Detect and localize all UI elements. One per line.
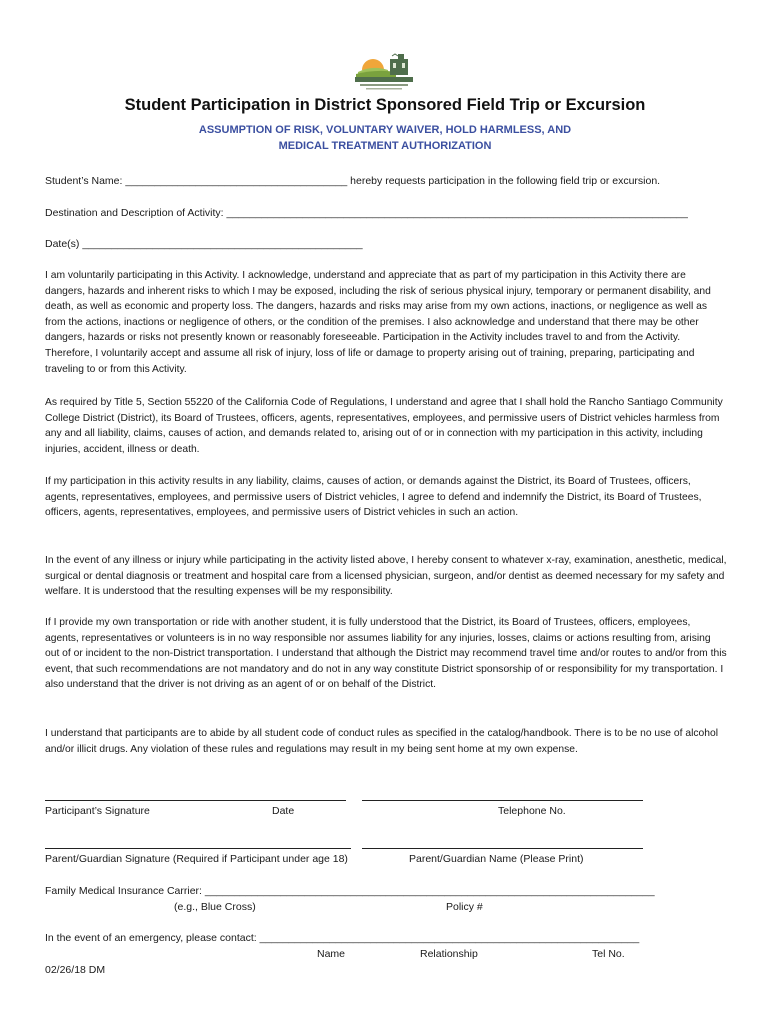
parent-signature-line[interactable] [45,848,351,849]
insurance-carrier-field[interactable]: Family Medical Insurance Carrier: _____________________________________________________________________________ [45,885,655,897]
participant-signature-label: Participant’s Signature [45,805,150,817]
district-logo [352,50,418,92]
emergency-relationship-label: Relationship [420,948,478,960]
district-logo-icon [352,50,418,92]
policy-label: Policy # [446,901,483,913]
emergency-name-label: Name [317,948,346,960]
subtitle-line-2: MEDICAL TREATMENT AUTHORIZATION [278,140,492,152]
telephone-label: Telephone No. [498,805,566,817]
paragraph-hold-harmless: As required by Title 5, Section 55220 of the California Code of Regulations, I understand and agree that I shall hold the Rancho Santiago Community College District (District), its Board of Trustees, officers, agents, representatives, employees, and permissive users of District vehicles harmless from any and all liability, claims, causes of action, and demands related to, arising out of or in connection with my participation in this activity, including injuries, accident, illness or death. [45,397,723,455]
parent-name-label: Parent/Guardian Name (Please Print) [409,853,584,865]
date-label: Date [272,805,295,817]
emergency-contact-field[interactable]: In the event of an emergency, please contact: _________________________________________________________________ [45,932,640,944]
telephone-line[interactable] [362,800,643,801]
form-revision-code: 02/26/18 DM [45,964,106,976]
insurance-example-label: (e.g., Blue Cross) [174,901,256,913]
student-name-field[interactable]: Student’s Name: ______________________________________ hereby requests participation in the following field trip or excursion. [45,175,661,187]
participant-signature-line[interactable] [45,800,346,801]
emergency-tel-label: Tel No. [592,948,625,960]
paragraph-conduct: I understand that participants are to abide by all student code of conduct rules as specified in the catalog/handbook. There is to be no use of alcohol and/or illicit drugs. Any violation of these rules and regulations may result in my being sent home at my own expense. [45,728,718,755]
parent-name-line[interactable] [362,848,643,849]
paragraph-medical-consent: In the event of any illness or injury while participating in the activity listed above, I hereby consent to whatever x-ray, examination, anesthetic, medical, surgical or dental diagnosis or treatment and hospital care from a licensed physician, surgeon, and/or dentist as deemed necessary for my safety and welfare. It is understood that the resulting expenses will be my responsibility. [45,555,727,598]
subtitle-line-1: ASSUMPTION OF RISK, VOLUNTARY WAIVER, HOLD HARMLESS, AND [198,124,572,136]
paragraph-assumption-of-risk: I am voluntarily participating in this Activity. I acknowledge, understand and appreciate that as part of my participation in this Activity there are dangers, hazards and inherent risks to which I may be exposed, including the risk of serious physical injury, temporary or permanent disability, and death, as well as economic and property loss. The dangers, hazards and risks may arise from my own actions, inactions, or negligence as well as from the actions, inactions or negligence of others, or the condition of the premises. I also acknowledge and understand that there may be other dangers, hazards or risks not presently known or reasonably foreseeable. Participation in the Activity includes travel to and from the Activity. Therefore, I voluntarily accept and assume all risk of injury, loss of life or damage to property arising out of training, preparing, participating and traveling to or from this Activity. [45,270,711,375]
paragraph-transportation: If I provide my own transportation or ride with another student, it is fully understood that the District, its Board of Trustees, officers, employees, agents, representatives or volunteers is in no way responsible nor assumes liability for any injuries, losses, claims or actions resulting from, arising out of or incident to the non-District transportation. I understand that although the District may recommend travel time and/or routes to and/or from this event, that such recommendations are not mandatory and do not in any way constitute District sponsorship of or responsibility for my transportation. I also understand that the driver is not driving as an agent of or on behalf of the District. [45,617,727,691]
paragraph-indemnify: If my participation in this activity results in any liability, claims, causes of action, or demands against the District, its Board of Trustees, officers, agents, representatives, employees, and permissive users of District vehicles, I agree to defend and indemnify the District, its Board of Trustees, officers, agents, representatives, employees, and permissive users of District vehicles in such an action. [45,476,702,519]
page-title: Student Participation in District Sponsored Field Trip or Excursion [124,96,646,114]
destination-field[interactable]: Destination and Description of Activity: _______________________________________________________________________________ [45,207,688,219]
dates-field[interactable]: Date(s) ________________________________________________ [45,238,363,250]
parent-signature-label: Parent/Guardian Signature (Required if Participant under age 18) [45,853,348,865]
